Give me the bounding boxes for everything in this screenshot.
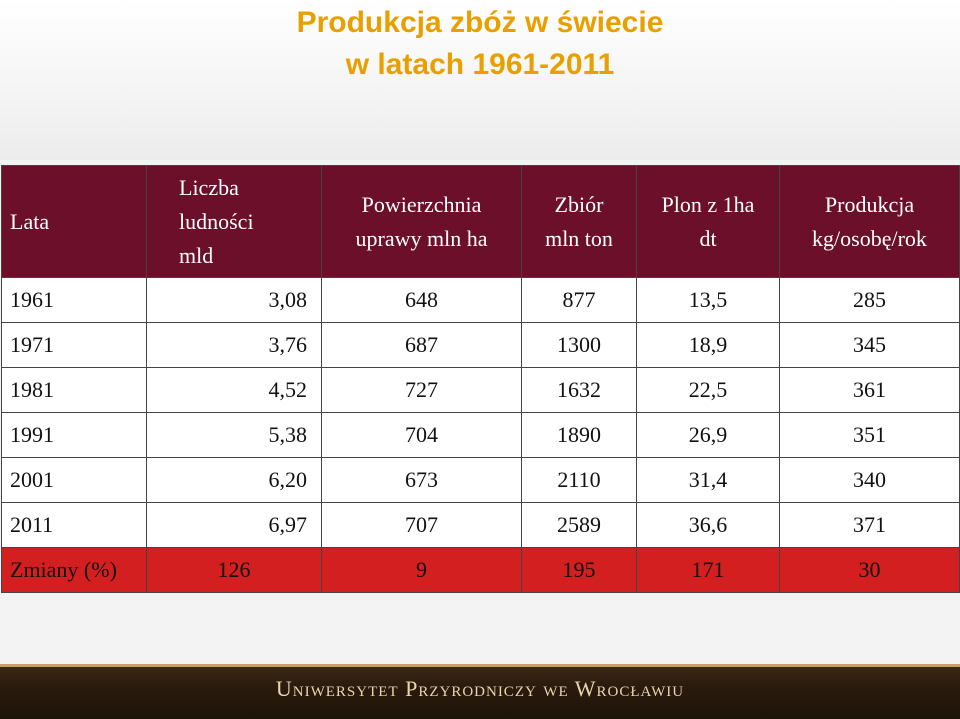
table-row: [2, 323, 960, 368]
table-cell: 340: [780, 458, 960, 503]
table-cell: 22,5: [637, 368, 780, 413]
table-cell: 36,6: [637, 503, 780, 548]
header-cell-years: Lata: [2, 166, 147, 278]
table-cell: 4,52: [147, 368, 322, 413]
header-cell-production-per-capita: Produkcja kg/osobę/rok: [780, 166, 960, 278]
summary-cell: 9: [322, 548, 522, 593]
summary-cell: 126: [147, 548, 322, 593]
table-cell: 704: [322, 413, 522, 458]
table-cell: 31,4: [637, 458, 780, 503]
table-cell: 3,08: [147, 278, 322, 323]
table-cell: 687: [322, 323, 522, 368]
table-row: [2, 503, 960, 548]
table-cell: 3,76: [147, 323, 322, 368]
table-cell: 361: [780, 368, 960, 413]
summary-cell: 195: [522, 548, 637, 593]
table-cell: 285: [780, 278, 960, 323]
table-cell: 13,5: [637, 278, 780, 323]
table-cell: 877: [522, 278, 637, 323]
table-cell: 371: [780, 503, 960, 548]
table-cell: 2011: [2, 503, 147, 548]
header-cell-yield: Plon z 1ha dt: [637, 166, 780, 278]
table-row: [2, 368, 960, 413]
table-cell: 2001: [2, 458, 147, 503]
table-cell: 351: [780, 413, 960, 458]
table-cell: 6,20: [147, 458, 322, 503]
table-cell: 2110: [522, 458, 637, 503]
table-cell: 1300: [522, 323, 637, 368]
table-cell: 5,38: [147, 413, 322, 458]
table-cell: 18,9: [637, 323, 780, 368]
title-line-1: Produkcja zbóż w świecie: [296, 6, 664, 39]
table-cell: 6,97: [147, 503, 322, 548]
summary-cell: 171: [637, 548, 780, 593]
title-line-2: w latach 1961-2011: [345, 48, 615, 81]
header-row: [2, 166, 960, 278]
table-cell: 707: [322, 503, 522, 548]
footer-banner: [0, 664, 960, 719]
table-row: [2, 278, 960, 323]
table-cell: 345: [780, 323, 960, 368]
summary-row: [2, 548, 960, 593]
table-cell: 2589: [522, 503, 637, 548]
grain-production-table: [1, 165, 960, 593]
table-cell: 1890: [522, 413, 637, 458]
footer-university-name: Uniwersytet Przyrodniczy we Wrocławiu: [275, 676, 685, 701]
header-cell-area: Powierzchnia uprawy mln ha: [322, 166, 522, 278]
table-row: [2, 458, 960, 503]
slide-title: [0, 2, 960, 86]
summary-label: Zmiany (%): [2, 548, 147, 593]
title-area: [0, 0, 960, 160]
summary-cell: 30: [780, 548, 960, 593]
table-cell: 1981: [2, 368, 147, 413]
header-cell-harvest: Zbiór mln ton: [522, 166, 637, 278]
table-cell: 1632: [522, 368, 637, 413]
table-cell: 1961: [2, 278, 147, 323]
footer-divider: [0, 664, 960, 667]
table-cell: 1971: [2, 323, 147, 368]
header-cell-population: Liczba ludności mld: [147, 166, 322, 278]
table-cell: 26,9: [637, 413, 780, 458]
table-cell: 673: [322, 458, 522, 503]
table-cell: 727: [322, 368, 522, 413]
table-cell: 1991: [2, 413, 147, 458]
table-cell: 648: [322, 278, 522, 323]
table-row: [2, 413, 960, 458]
